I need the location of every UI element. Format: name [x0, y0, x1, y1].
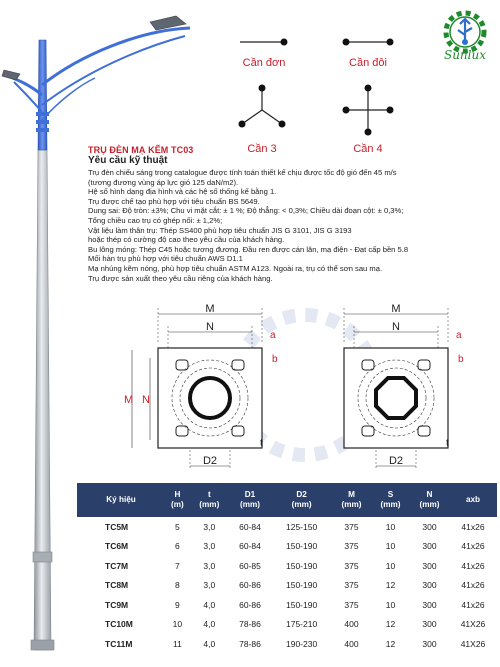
table-cell: 10 [172, 619, 183, 630]
spec-line: Bu lông móng: Thép C45 hoặc tương đương. Đầu ren được cán lăn, mạ điện - Đạt cấp bền 5.8 [88, 244, 409, 254]
table-cell: 11 [172, 638, 182, 649]
double-arm-icon [338, 30, 398, 54]
spec-line: Dung sai: Độ tròn: ±3%; Chu vi mặt cắt: ± 1 %; Độ thẳng: < 0,3%; Chiều dài đoạn cột: ± 0,3%; [88, 206, 404, 216]
single-arm-label: Cần đơn [242, 57, 286, 69]
svg-text:N: N [206, 321, 214, 333]
table-cell: 60-86 [239, 599, 261, 610]
table-cell: 41x26 [461, 560, 485, 571]
table-cell: 300 [422, 599, 437, 610]
table-cell-code: TC11M [105, 638, 133, 649]
table-cell: 150-190 [286, 560, 318, 571]
table-cell: 300 [422, 521, 437, 532]
table-cell: 3,0 [203, 560, 216, 571]
table-cell: 300 [422, 638, 437, 649]
svg-text:N: N [142, 394, 150, 406]
col-header-s: S (mm) [371, 483, 410, 517]
table-cell: 375 [344, 580, 359, 591]
svg-text:b: b [272, 354, 278, 365]
base-plate-diagrams [110, 300, 500, 480]
table-header-row [77, 483, 497, 517]
svg-text:N: N [392, 321, 400, 333]
spec-line: Mối hàn trụ phù hợp với tiêu chuẩn AWS D1.1 [88, 254, 243, 264]
table-row [77, 556, 497, 576]
table-cell: 4,0 [203, 638, 216, 649]
quad-arm-icon [338, 80, 398, 140]
svg-text:a: a [456, 330, 462, 341]
col-header-n: N (mm) [410, 483, 449, 517]
logo-text: Sunlux [443, 48, 486, 62]
col-header-h: H (m) [165, 483, 190, 517]
table-cell: 400 [344, 638, 359, 649]
table-cell-code: TC10M [105, 619, 133, 630]
spec-line: Vật liệu làm thân trụ: Thép SS400 phù hợp tiêu chuẩn JIS G 3101, JIS G 3193 [88, 225, 352, 235]
table-cell: 60-84 [239, 521, 261, 532]
spec-line: Tổng chiều cao trụ có ghép nối: ± 1,2%; [88, 215, 223, 225]
spec-line: Trụ được sản xuất theo yêu cầu riêng của khách hàng. [88, 273, 273, 283]
sunlux-logo [432, 8, 498, 78]
table-cell: 78-86 [239, 638, 261, 649]
table-cell: 78-86 [239, 619, 261, 630]
table-row [77, 517, 497, 537]
spec-line: Trụ đèn chiếu sáng trong catalogue được tính toán thiết kế chịu được tốc độ gió đến 45 m/s [88, 168, 397, 177]
col-header-m: M (mm) [332, 483, 371, 517]
table-cell: 150-190 [286, 580, 318, 591]
spec-line: Trụ được chế tạo phù hợp với tiêu chuẩn BS 5649. [88, 196, 260, 206]
table-row [77, 576, 497, 596]
svg-text:D2: D2 [202, 455, 218, 467]
table-cell-code: TC5M [105, 521, 129, 532]
col-header-t: t (mm) [190, 483, 229, 517]
table-cell: 12 [385, 638, 396, 649]
table-cell: 8 [175, 580, 180, 591]
spec-lines [88, 168, 488, 283]
col-header-axb: axb [449, 483, 497, 517]
svg-text:t: t [446, 438, 449, 449]
table-row [77, 615, 497, 635]
table-cell: 12 [385, 619, 396, 630]
table-cell: 60-86 [239, 580, 261, 591]
table-cell-code: TC8M [105, 580, 129, 591]
svg-text:a: a [270, 330, 276, 341]
table-row [77, 634, 497, 654]
svg-text:b: b [458, 354, 464, 365]
table-cell: 4,0 [203, 599, 216, 610]
table-cell: 7 [175, 560, 180, 571]
table-cell: 10 [385, 541, 396, 552]
spec-line: Hệ số hình dạng địa hình và các hệ số thống kế bằng 1. [88, 187, 277, 197]
table-cell: 6 [175, 541, 180, 552]
table-cell: 41x26 [461, 599, 485, 610]
table-cell: 10 [385, 599, 396, 610]
table-cell: 41x26 [461, 580, 485, 591]
table-cell: 375 [344, 521, 359, 532]
table-cell: 4,0 [203, 619, 216, 630]
svg-text:D2: D2 [388, 455, 404, 467]
table-cell: 150-190 [286, 541, 318, 552]
table-cell: 12 [385, 580, 396, 591]
spec-heading: Yêu cầu kỹ thuật [88, 155, 168, 166]
table-row [77, 595, 497, 615]
table-cell: 300 [422, 560, 437, 571]
spec-line: hoặc thép có cường độ cao theo yêu cầu của khách hàng. [88, 235, 285, 245]
table-cell: 300 [422, 541, 437, 552]
table-cell: 190-230 [286, 638, 318, 649]
spec-table [77, 483, 497, 654]
table-cell: 41X26 [460, 619, 486, 630]
triple-arm-label: Cần 3 [247, 143, 277, 155]
table-cell: 41x26 [461, 541, 485, 552]
svg-text:M: M [205, 303, 215, 315]
col-header-d2: D2 (mm) [271, 483, 332, 517]
table-cell: 5 [175, 521, 180, 532]
table-cell: 175-210 [286, 619, 318, 630]
table-cell: 375 [344, 560, 359, 571]
table-cell: 10 [385, 560, 396, 571]
table-cell: 41X26 [460, 638, 486, 649]
table-cell: 3,0 [203, 521, 216, 532]
triple-arm-icon [234, 80, 290, 140]
single-arm-icon [232, 30, 292, 54]
table-cell: 10 [385, 521, 396, 532]
table-cell: 41x26 [461, 521, 485, 532]
table-cell-code: TC6M [105, 541, 129, 552]
svg-text:t: t [260, 438, 263, 449]
spec-line: Mạ nhúng kẽm nóng, phù hợp tiêu chuẩn ASTM A123. Ngoài ra, trụ có thể sơn sau mạ. [88, 263, 383, 273]
quad-arm-label: Cần 4 [353, 143, 383, 155]
table-row [77, 537, 497, 557]
spec-title: TRỤ ĐÈN MẠ KẼM TC03 [88, 145, 194, 155]
table-cell-code: TC7M [105, 560, 129, 571]
table-cell: 375 [344, 599, 359, 610]
table-cell: 3,0 [203, 580, 216, 591]
spec-line: (tương đương vùng áp lực gió 125 daN/m2). [88, 177, 239, 187]
col-header-d1: D1 (mm) [229, 483, 271, 517]
table-cell: 125-150 [286, 521, 318, 532]
col-header-code: Ký hiệu [77, 483, 165, 517]
table-cell: 375 [344, 541, 359, 552]
octagonal-base-plate [344, 303, 464, 470]
table-cell: 300 [422, 619, 437, 630]
table-cell: 60-84 [239, 541, 261, 552]
table-cell: 300 [422, 580, 437, 591]
double-arm-label: Cần đôi [349, 57, 387, 69]
table-cell: 9 [175, 599, 180, 610]
table-cell: 150-190 [286, 599, 318, 610]
table-cell: 3,0 [203, 541, 216, 552]
table-cell-code: TC9M [105, 599, 129, 610]
round-base-plate [124, 303, 278, 470]
svg-text:M: M [391, 303, 401, 315]
svg-text:M: M [124, 394, 134, 406]
table-cell: 60-85 [239, 560, 261, 571]
table-cell: 400 [344, 619, 359, 630]
